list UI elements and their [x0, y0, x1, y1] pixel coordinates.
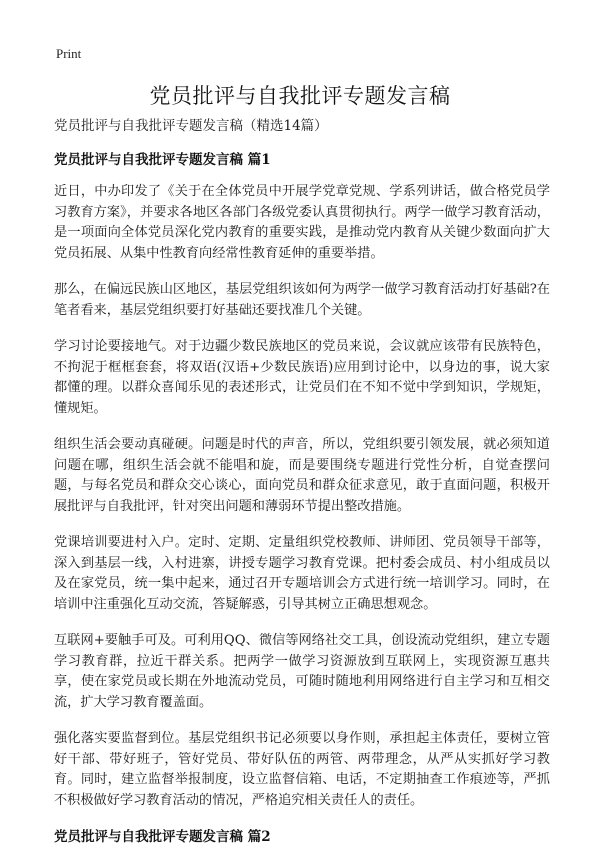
document-body — [54, 116, 550, 859]
paragraph-4: 组织生活会要动真碰硬。问题是时代的声音，所以，党组织要引领发展，就必须知道问题在哪，组织生活会就不能唱和旋，而是要围绕专题进行党性分析，自觉查摆问题，与每名党员和群众交心谈心，面向党员和群众征求意见，敢于直面问题，积极开展批评与自我批评，针对突出问题和薄弱环节提出整改措施。 — [54, 437, 550, 514]
print-link[interactable]: Print — [56, 46, 82, 61]
section-heading-1: 党员批评与自我批评专题发言稿 篇1 — [54, 152, 271, 168]
paragraph-6: 互联网+要触手可及。可利用QQ、微信等网络社交工具，创设流动党组织，建立专题学习教育群，拉近干群关系。把两学一做学习资源放到互联网上，实现资源互惠共享，使在家党员或长期在外地流动党员，可随时随地利用网络进行自主学习和互相交流，扩大学习教育覆盖面。 — [54, 633, 550, 710]
paragraph-3: 学习讨论要接地气。对于边疆少数民族地区的党员来说，会议就应该带有民族特色，不拘泥于框框套套，将双语(汉语+少数民族语)应用到讨论中，以身边的事，说大家都懂的理。以群众喜闻乐见的表述形式，让党员们在不知不觉中学到知识，学规矩，懂规矩。 — [54, 339, 550, 416]
page-title: 党员批评与自我批评专题发言稿 — [149, 84, 451, 108]
paragraph-2: 那么，在偏远民族山区地区，基层党组织该如何为两学一做学习教育活动打好基础?在笔者看来，基层党组织要打好基础还要找准几个关键。 — [54, 282, 550, 318]
document-subtitle: 党员批评与自我批评专题发言稿（精选14篇） — [54, 118, 328, 134]
paragraph-7: 强化落实要监督到位。基层党组织书记必须要以身作则，承担起主体责任，要树立管好干部、带好班子，管好党员、带好队伍的两管、两带理念，从严从实抓好学习教育。同时，建立监督举报制度，设立监督信箱、电话，不定期抽查工作痕迹等，严抓不积极做好学习教育活动的情况，严格追究相关责任人的责任。 — [54, 731, 550, 808]
paragraph-5: 党课培训要进村入户。定时、定期、定量组织党校教师、讲师团、党员领导干部等，深入到基层一线，入村进寨，讲授专题学习教育党课。把村委会成员、村小组成员以及在家党员，统一集中起来，通过召开专题培训会方式进行统一培训学习。同时，在培训中注重强化互动交流，答疑解惑，引导其树立正确思想观念。 — [54, 535, 550, 612]
paragraph-1: 近日，中办印发了《关于在全体党员中开展学党章党规、学系列讲话，做合格党员学习教育方案》，并要求各地区各部门各级党委认真贯彻执行。两学一做学习教育活动，是一项面向全体党员深化党内教育的重要实践，是推动党内教育从关键少数面向扩大党员拓展、从集中性教育向经常性教育延伸的重要举措。 — [54, 184, 550, 261]
section-heading-2: 党员批评与自我批评专题发言稿 篇2 — [54, 829, 271, 845]
